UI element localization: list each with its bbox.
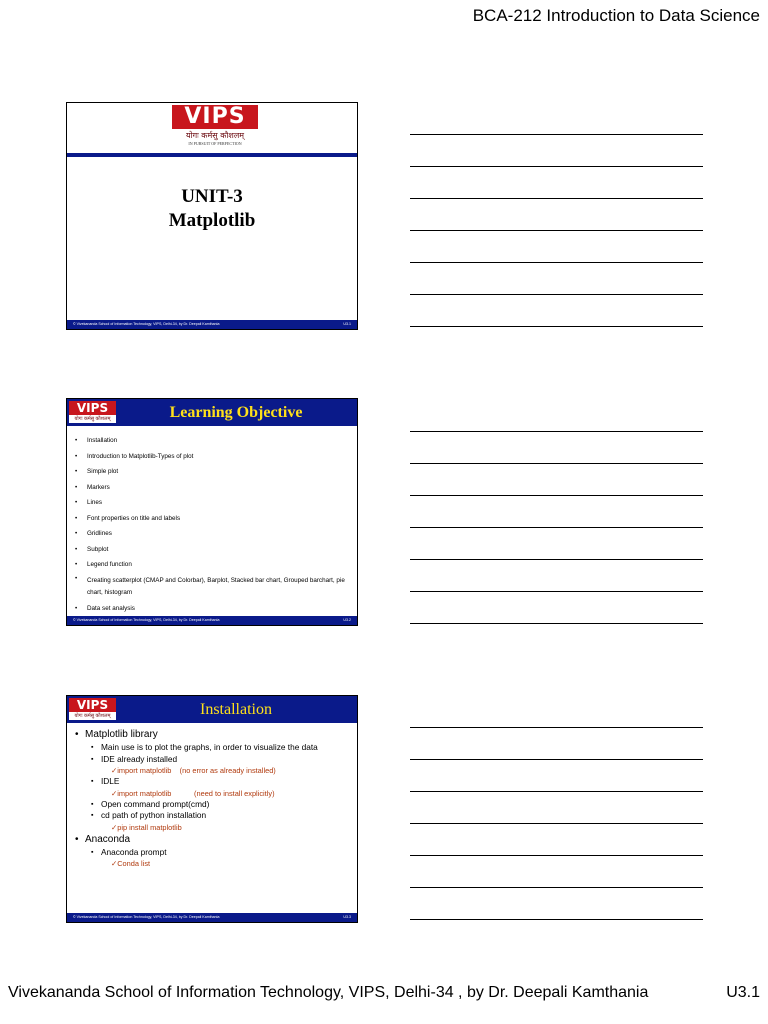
conda-list-line <box>73 858 351 869</box>
bullet-ide-installed: ▪ IDE already installed <box>73 754 351 766</box>
slide-header <box>67 399 357 426</box>
list-item: • Data set analysis <box>73 601 351 617</box>
logo-tagline: योगः कर्मसु कौशलम् <box>74 713 111 719</box>
list-item: • Gridlines <box>73 526 351 542</box>
bullet-anaconda: • Anaconda <box>73 833 351 847</box>
slide-footer <box>67 320 357 329</box>
slide-number: U3.1 <box>343 322 351 326</box>
vips-logo <box>69 698 116 720</box>
slide-number: U3.3 <box>343 915 351 919</box>
page-footer <box>8 984 760 1002</box>
installation-content <box>73 728 351 869</box>
list-item: • Legend function <box>73 557 351 573</box>
checkmark-icon: ✓ <box>111 859 118 868</box>
list-item: • Lines <box>73 495 351 511</box>
vips-logo <box>69 401 116 423</box>
logo-text: VIPS <box>69 698 116 712</box>
slide-title: Learning Objective <box>169 404 303 421</box>
bullet-idle: ▪ IDLE <box>73 776 351 788</box>
slide-footer-text: © Vivekananda School of Information Technology, VIPS, Delhi-34, by Dr. Deepali Kamthania <box>73 618 220 622</box>
bullet-cd-path: ▪ cd path of python installation <box>73 810 351 822</box>
code-text: import matplotlib <box>117 788 172 798</box>
note-line <box>410 559 703 560</box>
note-line <box>410 326 703 327</box>
code-text: import matplotlib <box>117 766 172 775</box>
unit-name: Matplotlib <box>168 210 256 231</box>
slide-footer <box>67 616 357 625</box>
list-item: • Introduction to Matplotlib-Types of plot <box>73 449 351 465</box>
logo-motto: IN PURSUIT OF PERFECTION <box>188 141 242 146</box>
import-matplotlib-line <box>73 788 351 799</box>
slide-title: Installation <box>200 701 272 718</box>
bullet-open-cmd: ▪ Open command prompt(cmd) <box>73 799 351 811</box>
list-item: • Simple plot <box>73 464 351 480</box>
note-line <box>410 527 703 528</box>
note-line <box>410 294 703 295</box>
note-line <box>410 431 703 432</box>
note-line <box>410 591 703 592</box>
list-item: • Subplot <box>73 542 351 558</box>
unit-title <box>67 185 357 233</box>
slide-number: U3.2 <box>343 618 351 622</box>
code-text: pip install matplotlib <box>117 822 182 832</box>
bullet-main-use: ▪ Main use is to plot the graphs, in order to visualize the data <box>73 742 351 754</box>
slide-footer-text: © Vivekananda School of Information Technology, VIPS, Delhi-34, by Dr. Deepali Kamthania <box>73 322 220 326</box>
slide-unit-title <box>66 102 358 330</box>
bullet-matplotlib-library: • Matplotlib library <box>73 728 351 742</box>
note-line <box>410 166 703 167</box>
slide-footer-text: © Vivekananda School of Information Technology, VIPS, Delhi-34, by Dr. Deepali Kamthania <box>73 915 220 919</box>
note-text: (need to install explicitly) <box>194 788 275 798</box>
checkmark-icon: ✓ <box>111 788 118 798</box>
note-line <box>410 262 703 263</box>
import-matplotlib-line <box>73 765 351 776</box>
note-line <box>410 919 703 920</box>
note-text: (no error as already installed) <box>179 766 276 775</box>
checkmark-icon: ✓ <box>111 766 118 775</box>
slide-header <box>67 696 357 723</box>
list-item: • Creating scatterplot (CMAP and Colorbar), Barplot, Stacked bar chart, Grouped barchart, pie chart, histogram <box>73 573 351 601</box>
unit-number: UNIT-3 <box>181 186 243 207</box>
note-line <box>410 727 703 728</box>
slide-footer <box>67 913 357 922</box>
logo-area <box>67 103 357 157</box>
page-number: U3.1 <box>726 984 760 1001</box>
page-header: BCA-212 Introduction to Data Science <box>472 6 760 25</box>
note-line <box>410 463 703 464</box>
list-item: • Markers <box>73 480 351 496</box>
logo-tagline: योगः कर्मसु कौशलम् <box>185 131 245 140</box>
objective-list <box>73 433 351 616</box>
slide-installation <box>66 695 358 923</box>
note-line <box>410 759 703 760</box>
note-line <box>410 823 703 824</box>
note-line <box>410 855 703 856</box>
note-line <box>410 230 703 231</box>
note-line <box>410 495 703 496</box>
vips-logo: VIPS <box>172 105 258 129</box>
note-line <box>410 791 703 792</box>
note-line <box>410 887 703 888</box>
note-line <box>410 198 703 199</box>
bullet-anaconda-prompt: ▪ Anaconda prompt <box>73 847 351 859</box>
code-text: Conda list <box>117 859 151 868</box>
list-item: • Installation <box>73 433 351 449</box>
list-item: • Font properties on title and labels <box>73 511 351 527</box>
slide-learning-objective <box>66 398 358 626</box>
note-line <box>410 134 703 135</box>
logo-text: VIPS <box>69 401 116 415</box>
footer-text: Vivekananda School of Information Technology, VIPS, Delhi-34 , by Dr. Deepali Kamthania <box>8 984 649 1001</box>
checkmark-icon: ✓ <box>111 822 118 832</box>
note-line <box>410 623 703 624</box>
pip-install-line <box>73 822 351 833</box>
logo-tagline: योगः कर्मसु कौशलम् <box>74 416 111 422</box>
